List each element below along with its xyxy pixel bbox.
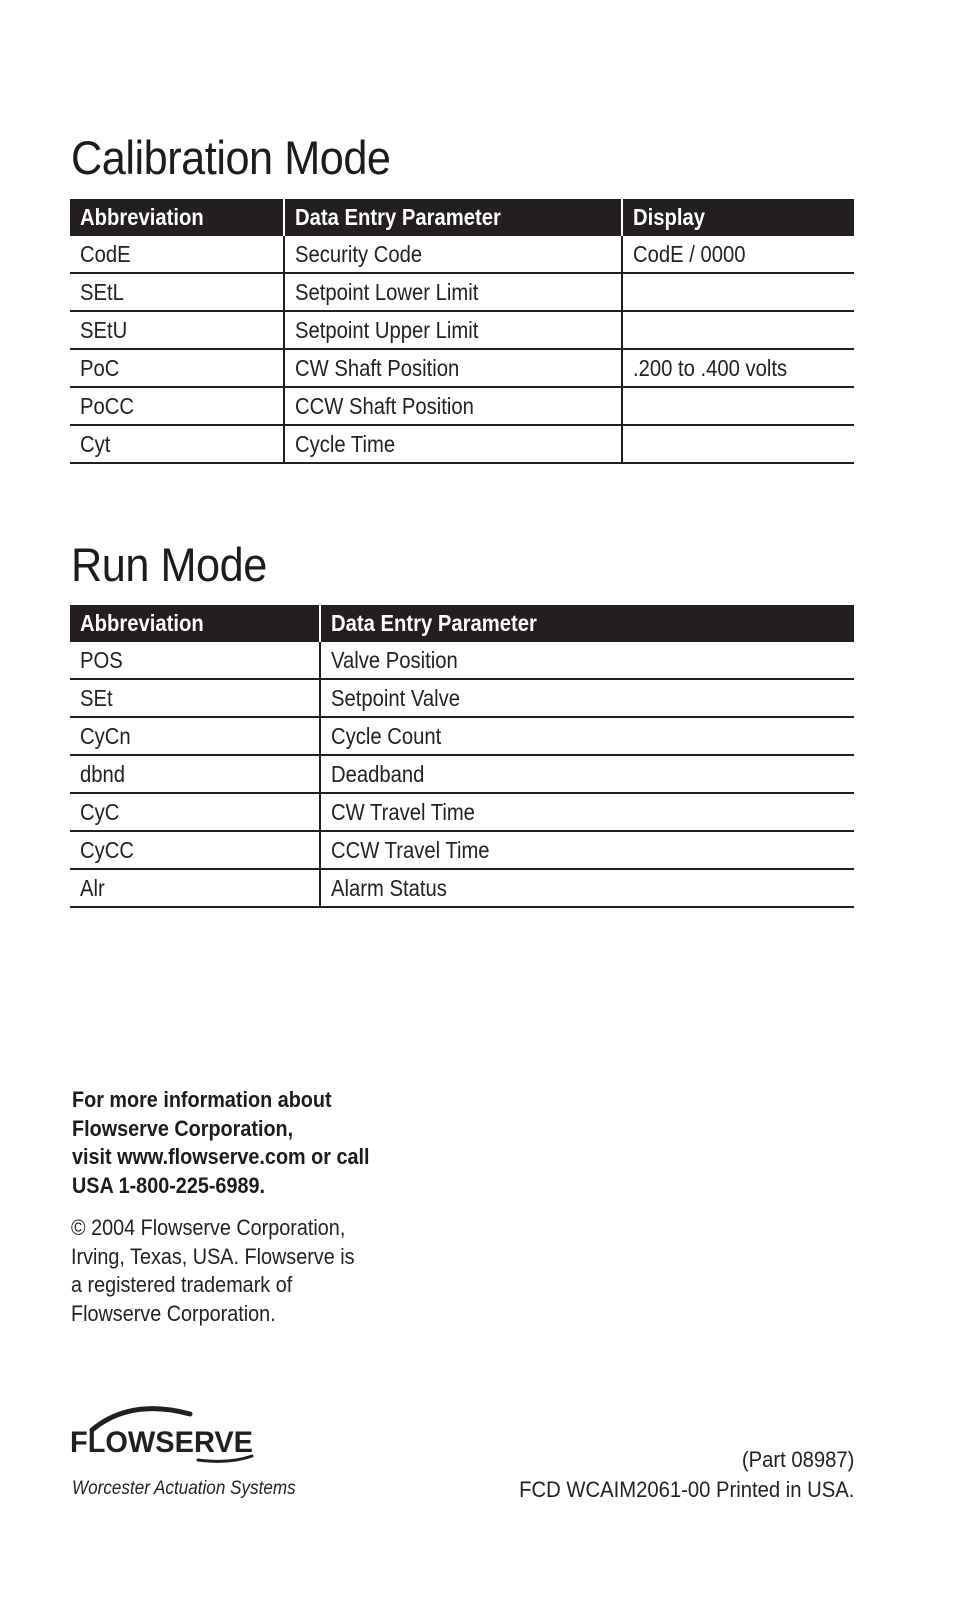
table-cell: POS (70, 642, 320, 679)
table-cell: Cycle Count (320, 717, 854, 755)
copyright-line: a registered trademark of (71, 1272, 293, 1297)
run-table (70, 605, 854, 908)
table-cell: .200 to .400 volts (622, 349, 854, 387)
table-row (70, 387, 854, 425)
column-header: Data Entry Parameter (320, 605, 854, 642)
table-row (70, 642, 854, 679)
table-header-row (70, 605, 854, 642)
table-cell: Setpoint Valve (320, 679, 854, 717)
table-row (70, 311, 854, 349)
table-cell: CyC (70, 793, 320, 831)
contact-info (72, 1086, 403, 1200)
table-row (70, 755, 854, 793)
table-cell: PoC (70, 349, 284, 387)
table-cell: Security Code (284, 236, 622, 273)
table-cell: Alr (70, 869, 320, 907)
table-cell: CW Shaft Position (284, 349, 622, 387)
run-mode-title: Run Mode (71, 538, 267, 591)
table-row (70, 831, 854, 869)
table-cell: CyCC (70, 831, 320, 869)
table-cell: SEtU (70, 311, 284, 349)
table-cell: Setpoint Lower Limit (284, 273, 622, 311)
table-cell (622, 387, 854, 425)
copyright-line: © 2004 Flowserve Corporation, (71, 1215, 346, 1240)
table-cell (622, 425, 854, 463)
table-cell: CodE / 0000 (622, 236, 854, 273)
info-line: Flowserve Corporation, (72, 1115, 294, 1141)
part-info (490, 1445, 854, 1505)
table-cell: Deadband (320, 755, 854, 793)
table-row (70, 717, 854, 755)
table-cell: Cyt (70, 425, 284, 463)
table-cell: CCW Travel Time (320, 831, 854, 869)
table-cell: CW Travel Time (320, 793, 854, 831)
copyright-notice (71, 1214, 386, 1328)
info-line: visit www.flowserve.com or call (72, 1144, 370, 1169)
table-cell: CCW Shaft Position (284, 387, 622, 425)
logo-tagline: Worcester Actuation Systems (72, 1478, 296, 1499)
table-cell (622, 273, 854, 311)
copyright-line: Irving, Texas, USA. Flowserve is (71, 1243, 355, 1269)
table-row (70, 273, 854, 311)
column-header: Display (622, 199, 854, 236)
calibration-mode-title: Calibration Mode (71, 131, 391, 184)
table-row (70, 236, 854, 273)
table-header-row (70, 199, 854, 236)
table-cell: dbnd (70, 755, 320, 793)
table-cell: CyCn (70, 717, 320, 755)
copyright-line: Flowserve Corporation. (71, 1300, 276, 1326)
column-header: Abbreviation (70, 605, 320, 642)
table-row (70, 679, 854, 717)
logo-wordmark: FLOWSERVE (70, 1426, 253, 1459)
table-cell: Cycle Time (284, 425, 622, 463)
table-row (70, 425, 854, 463)
table-cell: SEtL (70, 273, 284, 311)
table-cell: PoCC (70, 387, 284, 425)
fcd-number: FCD WCAIM2061-00 Printed in USA. (518, 1477, 854, 1502)
calibration-table (70, 199, 854, 464)
info-line: USA 1-800-225-6989. (72, 1172, 265, 1198)
column-header: Data Entry Parameter (284, 199, 622, 236)
flowserve-logo (70, 1400, 260, 1470)
table-row (70, 349, 854, 387)
table-cell: Alarm Status (320, 869, 854, 907)
info-line: For more information about (72, 1087, 332, 1112)
table-row (70, 869, 854, 907)
table-cell: Setpoint Upper Limit (284, 311, 622, 349)
part-number: (Part 08987) (741, 1447, 854, 1472)
table-cell: SEt (70, 679, 320, 717)
table-cell: CodE (70, 236, 284, 273)
table-cell: Valve Position (320, 642, 854, 679)
table-cell (622, 311, 854, 349)
table-row (70, 793, 854, 831)
column-header: Abbreviation (70, 199, 284, 236)
